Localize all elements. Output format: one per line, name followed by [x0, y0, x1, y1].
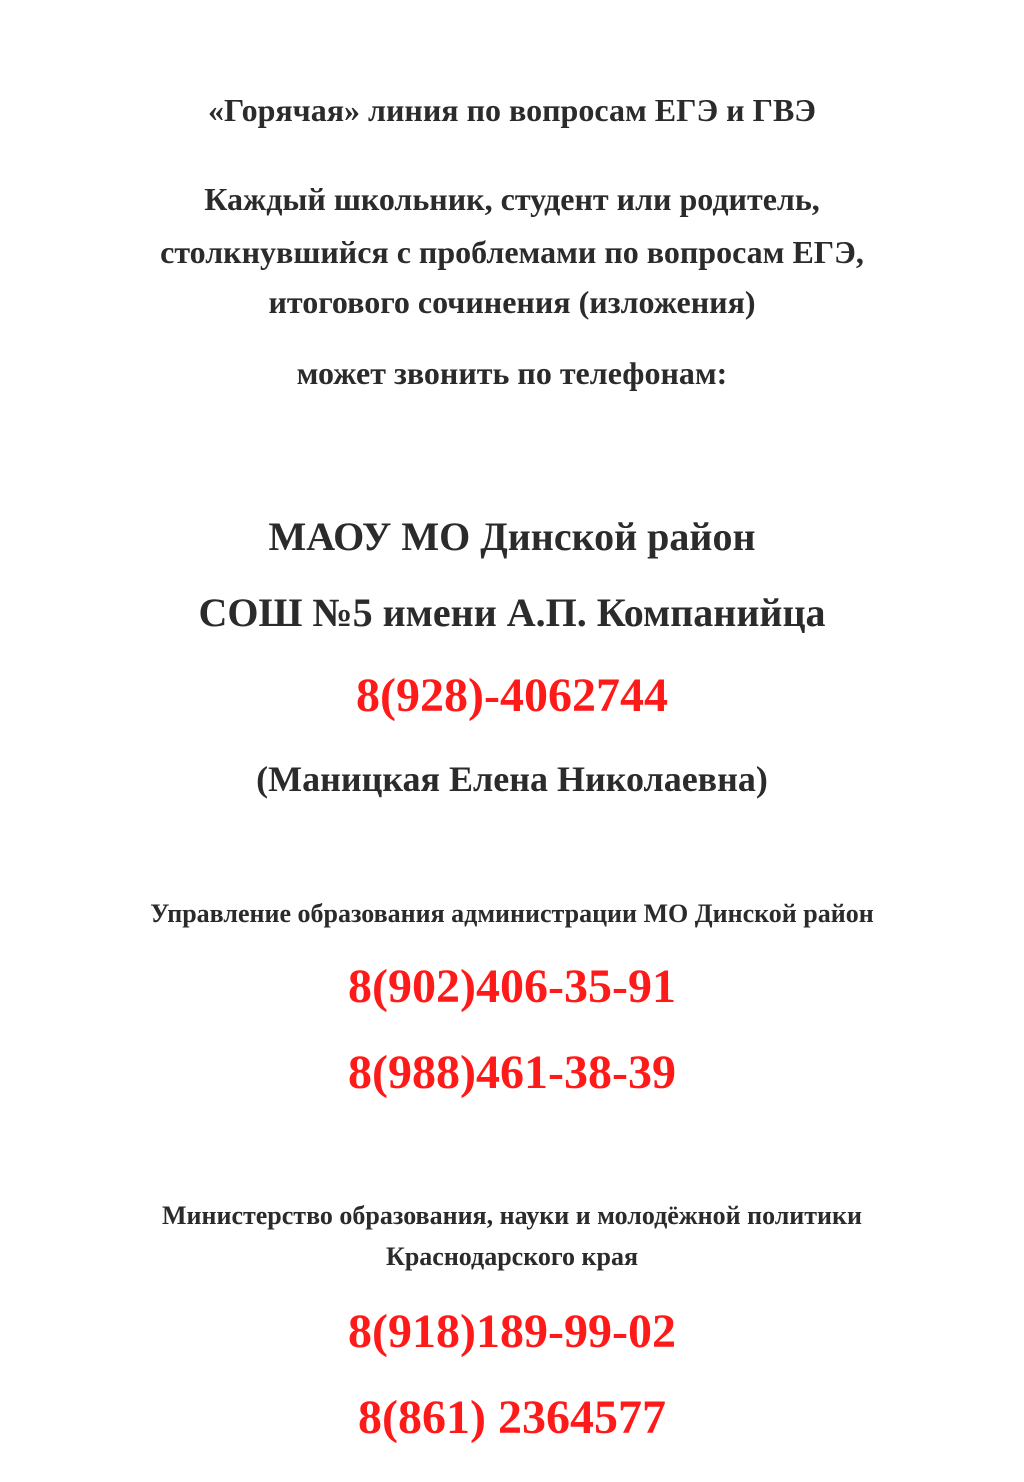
intro-line-3: итогового сочинения (изложения)	[268, 284, 756, 320]
school-name-line-2: СОШ №5 имени А.П. Компанийца	[198, 590, 826, 635]
school-phone: 8(928)-4062744	[356, 669, 668, 722]
intro-line-2: столкнувшийся с проблемами по вопросам ЕГЭ,	[160, 234, 864, 270]
ministry-phone-1: 8(918)189-99-02	[348, 1305, 676, 1358]
intro-line-1: Каждый школьник, студент или родитель,	[204, 181, 820, 217]
district-office-phone-2: 8(988)461-38-39	[348, 1046, 676, 1099]
ministry-name-line-2: Краснодарского края	[385, 1242, 639, 1271]
district-office-name: Управление образования администрации МО Динской район	[150, 899, 874, 928]
district-office-phone-1: 8(902)406-35-91	[348, 960, 676, 1013]
intro-line-4: может звонить по телефонам:	[296, 355, 728, 391]
page-title: «Горячая» линия по вопросам ЕГЭ и ГВЭ	[208, 92, 816, 128]
ministry-phone-2: 8(861) 2364577	[358, 1391, 666, 1444]
ministry-name-line-1: Министерство образования, науки и молодёжной политики	[161, 1201, 863, 1230]
school-name-line-1: МАОУ МО Динской район	[268, 514, 756, 559]
school-contact-person: (Маницкая Елена Николаевна)	[256, 759, 768, 799]
